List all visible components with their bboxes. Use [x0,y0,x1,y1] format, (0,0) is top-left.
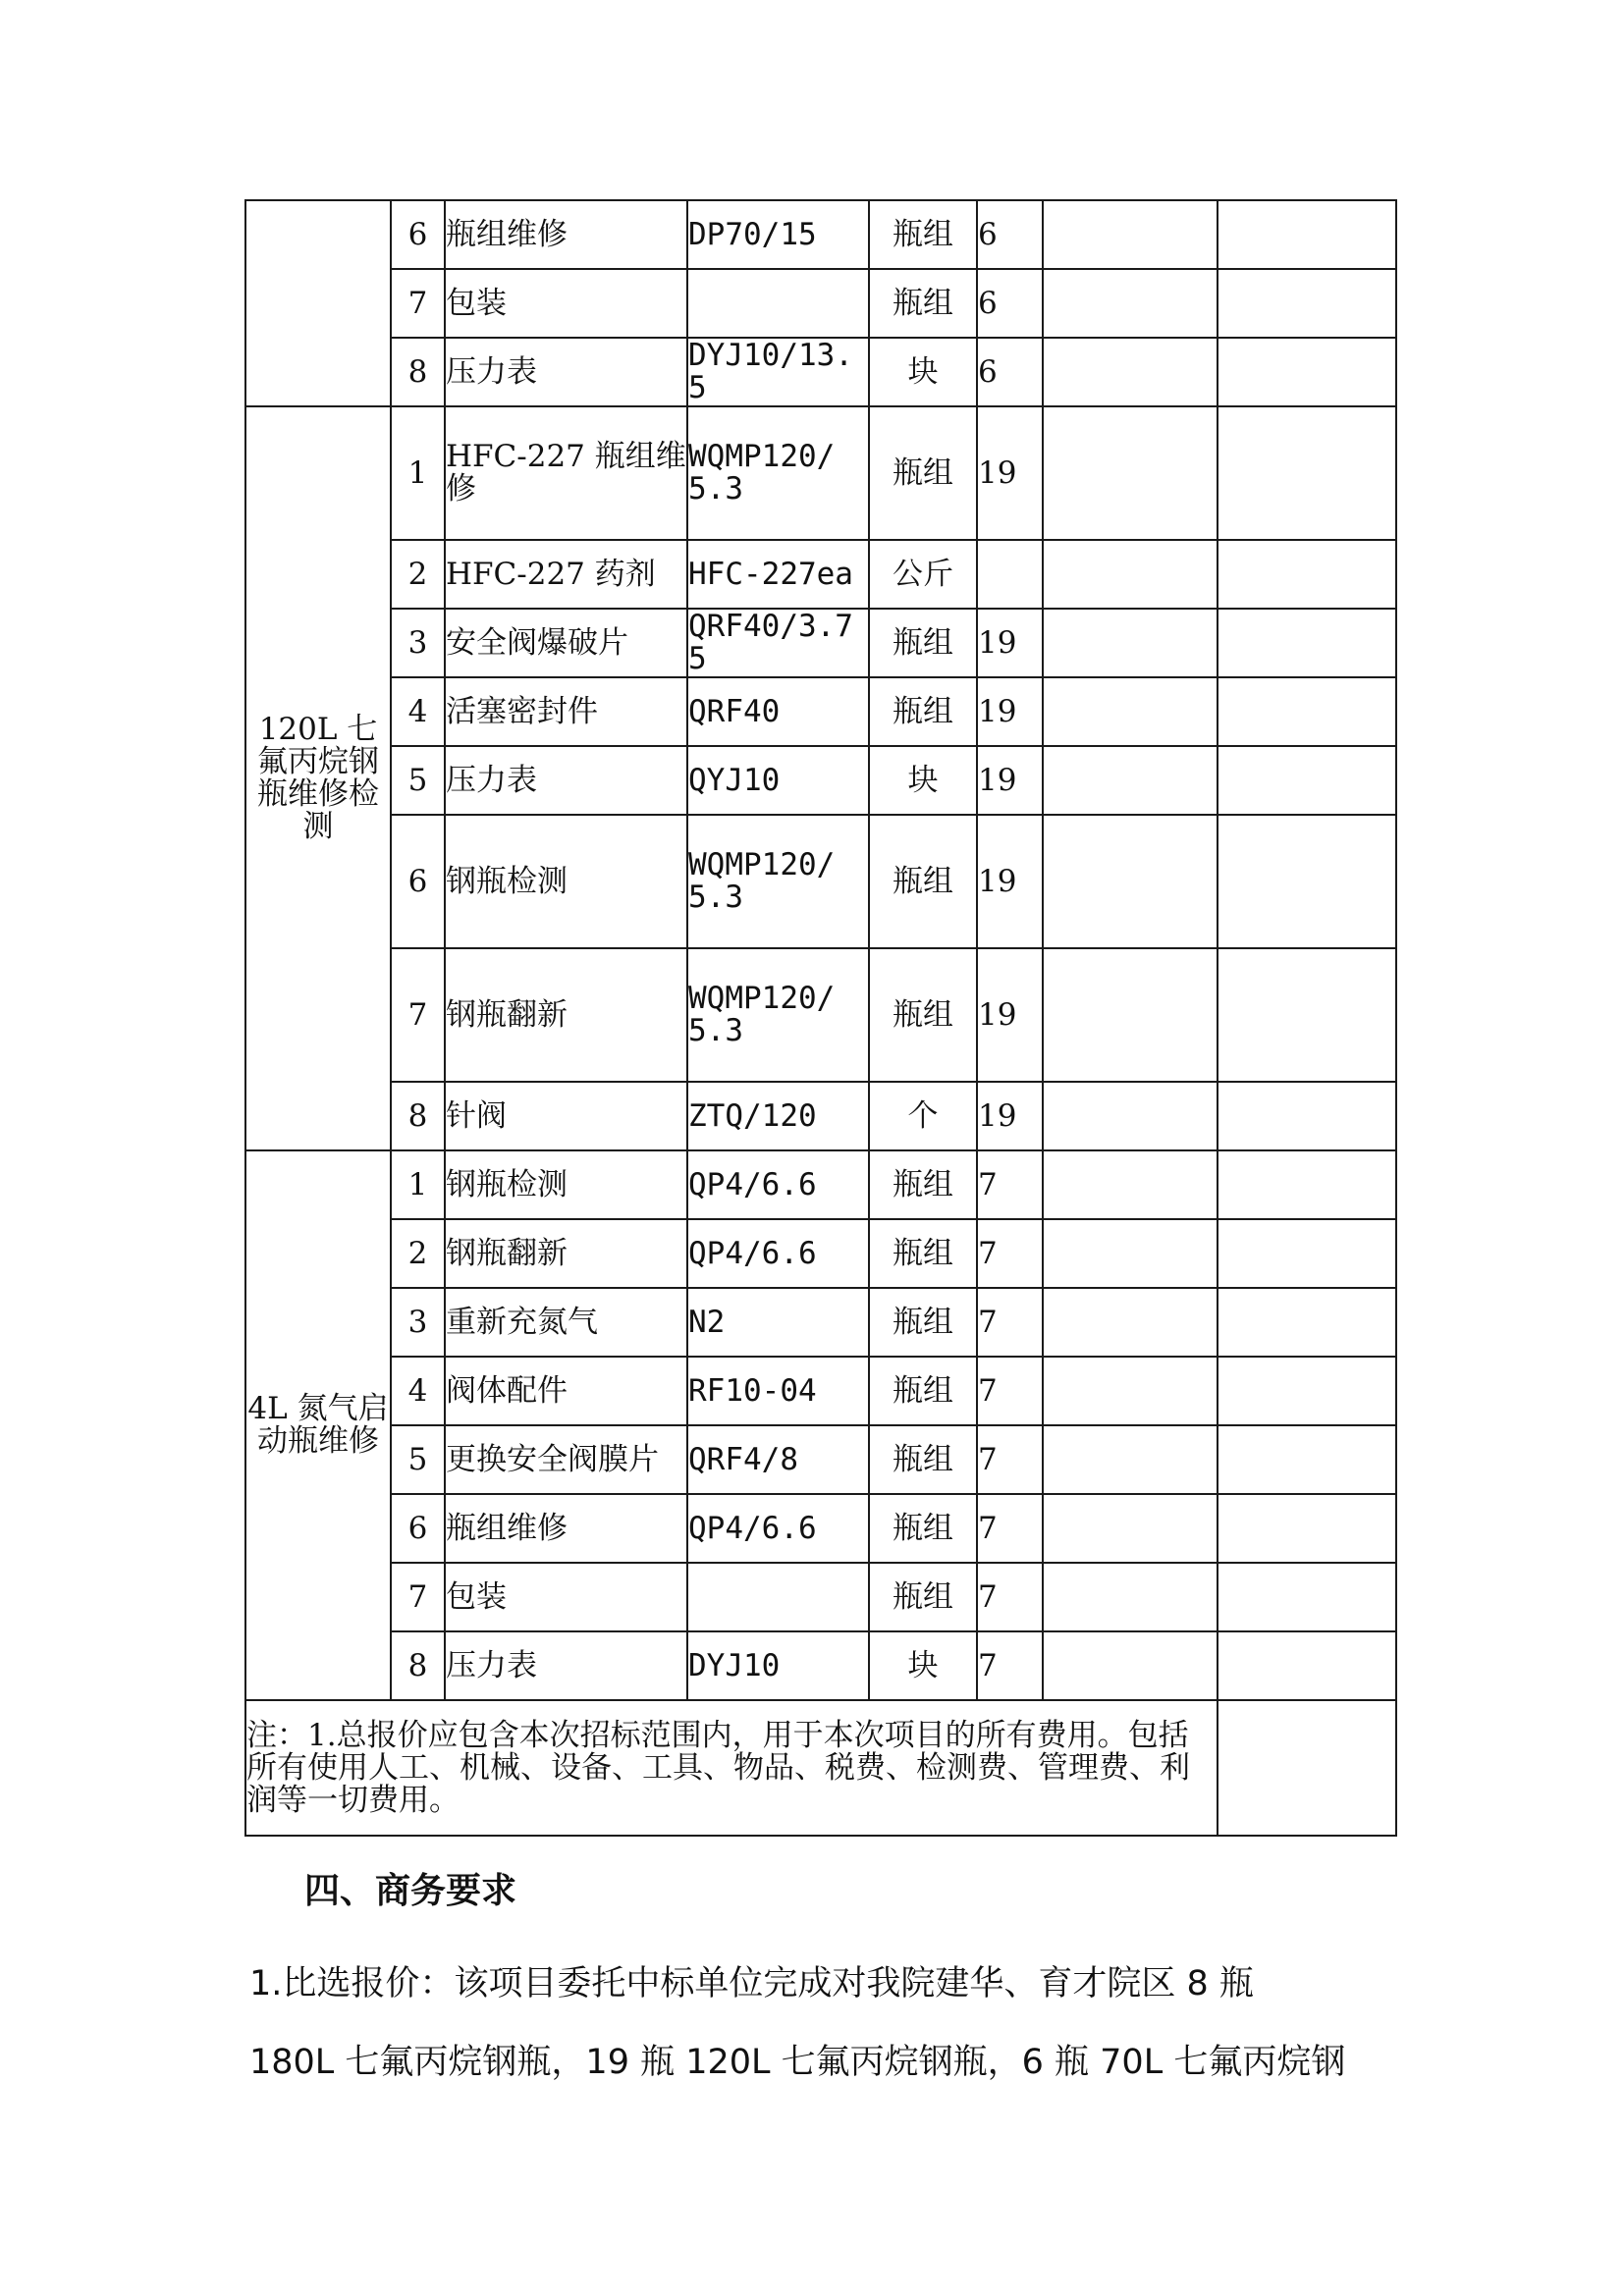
unit-price-cell [1043,1288,1218,1357]
total-price-cell [1218,1425,1396,1494]
total-price-cell [1218,1082,1396,1150]
item-number-cell: 3 [391,609,445,677]
item-model-cell: RF10-04 [687,1357,869,1425]
table-row [245,338,1396,406]
item-unit-cell: 块 [869,1631,977,1700]
total-price-cell [1218,1494,1396,1563]
item-unit-cell: 瓶组 [869,406,977,540]
item-quantity-cell: 19 [977,948,1043,1082]
unit-price-cell [1043,200,1218,269]
item-unit-cell: 瓶组 [869,609,977,677]
total-price-cell [1218,815,1396,948]
item-name-cell: 钢瓶检测 [445,815,687,948]
table-row [245,677,1396,746]
item-name-cell: HFC-227 瓶组维修 [445,406,687,540]
table-row [245,1357,1396,1425]
unit-price-cell [1043,540,1218,609]
item-number-cell: 8 [391,1082,445,1150]
item-quantity-cell: 7 [977,1357,1043,1425]
item-name-cell: 压力表 [445,1631,687,1700]
table-row [245,1631,1396,1700]
item-model-cell: QP4/6.6 [687,1494,869,1563]
item-quantity-cell: 7 [977,1219,1043,1288]
group-label-cell: 4L 氮气启动瓶维修 [245,1150,391,1700]
item-model-cell: QP4/6.6 [687,1219,869,1288]
table-row [245,1288,1396,1357]
item-quantity-cell: 19 [977,406,1043,540]
item-number-cell: 7 [391,1563,445,1631]
item-unit-cell: 瓶组 [869,948,977,1082]
total-price-cell [1218,1357,1396,1425]
table-row [245,609,1396,677]
item-name-cell: HFC-227 药剂 [445,540,687,609]
item-unit-cell: 瓶组 [869,1563,977,1631]
item-number-cell: 7 [391,269,445,338]
item-number-cell: 3 [391,1288,445,1357]
item-name-cell: 钢瓶翻新 [445,948,687,1082]
unit-price-cell [1043,609,1218,677]
item-model-cell: N2 [687,1288,869,1357]
note-row [245,1700,1396,1836]
total-price-cell [1218,406,1396,540]
item-number-cell: 5 [391,746,445,815]
total-price-cell [1218,338,1396,406]
total-price-cell [1218,540,1396,609]
item-unit-cell: 瓶组 [869,815,977,948]
item-model-cell: QRF40 [687,677,869,746]
table-row [245,1494,1396,1563]
table-row [245,948,1396,1082]
item-unit-cell: 瓶组 [869,1425,977,1494]
quotation-table [244,199,1397,1837]
note-cell: 注：1.总报价应包含本次招标范围内，用于本次项目的所有费用。包括所有使用人工、机械、设备、工具、物品、税费、检测费、管理费、利润等一切费用。 [245,1700,1218,1836]
item-model-cell: WQMP120/5.3 [687,948,869,1082]
table-row [245,1425,1396,1494]
item-unit-cell: 块 [869,338,977,406]
item-unit-cell: 瓶组 [869,1494,977,1563]
unit-price-cell [1043,406,1218,540]
item-model-cell [687,1563,869,1631]
unit-price-cell [1043,1563,1218,1631]
item-quantity-cell: 7 [977,1425,1043,1494]
item-name-cell: 钢瓶检测 [445,1150,687,1219]
table-row [245,1082,1396,1150]
item-model-cell: QRF40/3.75 [687,609,869,677]
table-row [245,269,1396,338]
item-quantity-cell: 7 [977,1288,1043,1357]
total-price-cell [1218,746,1396,815]
item-quantity-cell: 7 [977,1150,1043,1219]
item-model-cell: DP70/15 [687,200,869,269]
table-row [245,1563,1396,1631]
unit-price-cell [1043,815,1218,948]
table-row [245,200,1396,269]
item-name-cell: 更换安全阀膜片 [445,1425,687,1494]
unit-price-cell [1043,1631,1218,1700]
total-price-cell [1218,200,1396,269]
item-number-cell: 8 [391,1631,445,1700]
item-quantity-cell: 6 [977,200,1043,269]
item-unit-cell: 瓶组 [869,1150,977,1219]
total-price-cell [1218,1563,1396,1631]
item-model-cell: QRF4/8 [687,1425,869,1494]
item-quantity-cell: 7 [977,1494,1043,1563]
unit-price-cell [1043,746,1218,815]
group-label-cell: 120L 七氟丙烷钢瓶维修检测 [245,406,391,1150]
total-price-cell [1218,269,1396,338]
table-row [245,406,1396,540]
item-number-cell: 6 [391,200,445,269]
item-quantity-cell: 19 [977,746,1043,815]
unit-price-cell [1043,948,1218,1082]
table-row [245,1219,1396,1288]
total-price-cell [1218,1631,1396,1700]
item-name-cell: 钢瓶翻新 [445,1219,687,1288]
item-number-cell: 6 [391,1494,445,1563]
item-number-cell: 4 [391,1357,445,1425]
item-number-cell: 1 [391,1150,445,1219]
item-quantity-cell: 19 [977,1082,1043,1150]
item-quantity-cell: 19 [977,677,1043,746]
item-model-cell: QP4/6.6 [687,1150,869,1219]
item-quantity-cell: 6 [977,269,1043,338]
section-heading: 四、商务要求 [304,1871,517,1911]
table-row [245,1150,1396,1219]
item-name-cell: 活塞密封件 [445,677,687,746]
item-unit-cell: 瓶组 [869,269,977,338]
item-model-cell [687,269,869,338]
item-unit-cell: 公斤 [869,540,977,609]
unit-price-cell [1043,1494,1218,1563]
item-unit-cell: 瓶组 [869,677,977,746]
total-price-cell [1218,1150,1396,1219]
item-name-cell: 针阀 [445,1082,687,1150]
unit-price-cell [1043,1082,1218,1150]
item-unit-cell: 个 [869,1082,977,1150]
item-name-cell: 瓶组维修 [445,1494,687,1563]
total-price-cell [1218,609,1396,677]
unit-price-cell [1043,1219,1218,1288]
item-number-cell: 5 [391,1425,445,1494]
item-name-cell: 包装 [445,1563,687,1631]
unit-price-cell [1043,1357,1218,1425]
item-number-cell: 8 [391,338,445,406]
item-model-cell: DYJ10/13.5 [687,338,869,406]
total-price-cell [1218,948,1396,1082]
item-name-cell: 安全阀爆破片 [445,609,687,677]
item-unit-cell: 瓶组 [869,1219,977,1288]
item-quantity-cell: 7 [977,1631,1043,1700]
item-quantity-cell: 19 [977,815,1043,948]
item-name-cell: 压力表 [445,746,687,815]
note-blank-cell [1218,1700,1396,1836]
unit-price-cell [1043,677,1218,746]
item-model-cell: DYJ10 [687,1631,869,1700]
total-price-cell [1218,1288,1396,1357]
paragraph-line-2: 180L 七氟丙烷钢瓶，19 瓶 120L 七氟丙烷钢瓶，6 瓶 70L 七氟丙烷钢 [249,2043,1346,2082]
item-quantity-cell: 6 [977,338,1043,406]
table-row [245,540,1396,609]
item-number-cell: 6 [391,815,445,948]
item-name-cell: 压力表 [445,338,687,406]
item-model-cell: HFC-227ea [687,540,869,609]
item-unit-cell: 瓶组 [869,1288,977,1357]
unit-price-cell [1043,269,1218,338]
item-model-cell: QYJ10 [687,746,869,815]
table-row [245,815,1396,948]
item-quantity-cell: 19 [977,609,1043,677]
group-label-cell [245,200,391,406]
unit-price-cell [1043,1425,1218,1494]
item-number-cell: 7 [391,948,445,1082]
item-name-cell: 瓶组维修 [445,200,687,269]
item-number-cell: 2 [391,1219,445,1288]
item-model-cell: WQMP120/5.3 [687,815,869,948]
table-row [245,746,1396,815]
item-quantity-cell: 7 [977,1563,1043,1631]
item-unit-cell: 瓶组 [869,200,977,269]
paragraph-line-1: 1.比选报价：该项目委托中标单位完成对我院建华、育才院区 8 瓶 [249,1964,1254,2003]
item-name-cell: 阀体配件 [445,1357,687,1425]
total-price-cell [1218,1219,1396,1288]
total-price-cell [1218,677,1396,746]
item-number-cell: 2 [391,540,445,609]
item-number-cell: 4 [391,677,445,746]
item-unit-cell: 块 [869,746,977,815]
item-model-cell: WQMP120/5.3 [687,406,869,540]
item-number-cell: 1 [391,406,445,540]
item-unit-cell: 瓶组 [869,1357,977,1425]
item-quantity-cell [977,540,1043,609]
item-name-cell: 重新充氮气 [445,1288,687,1357]
item-name-cell: 包装 [445,269,687,338]
item-model-cell: ZTQ/120 [687,1082,869,1150]
unit-price-cell [1043,1150,1218,1219]
unit-price-cell [1043,338,1218,406]
